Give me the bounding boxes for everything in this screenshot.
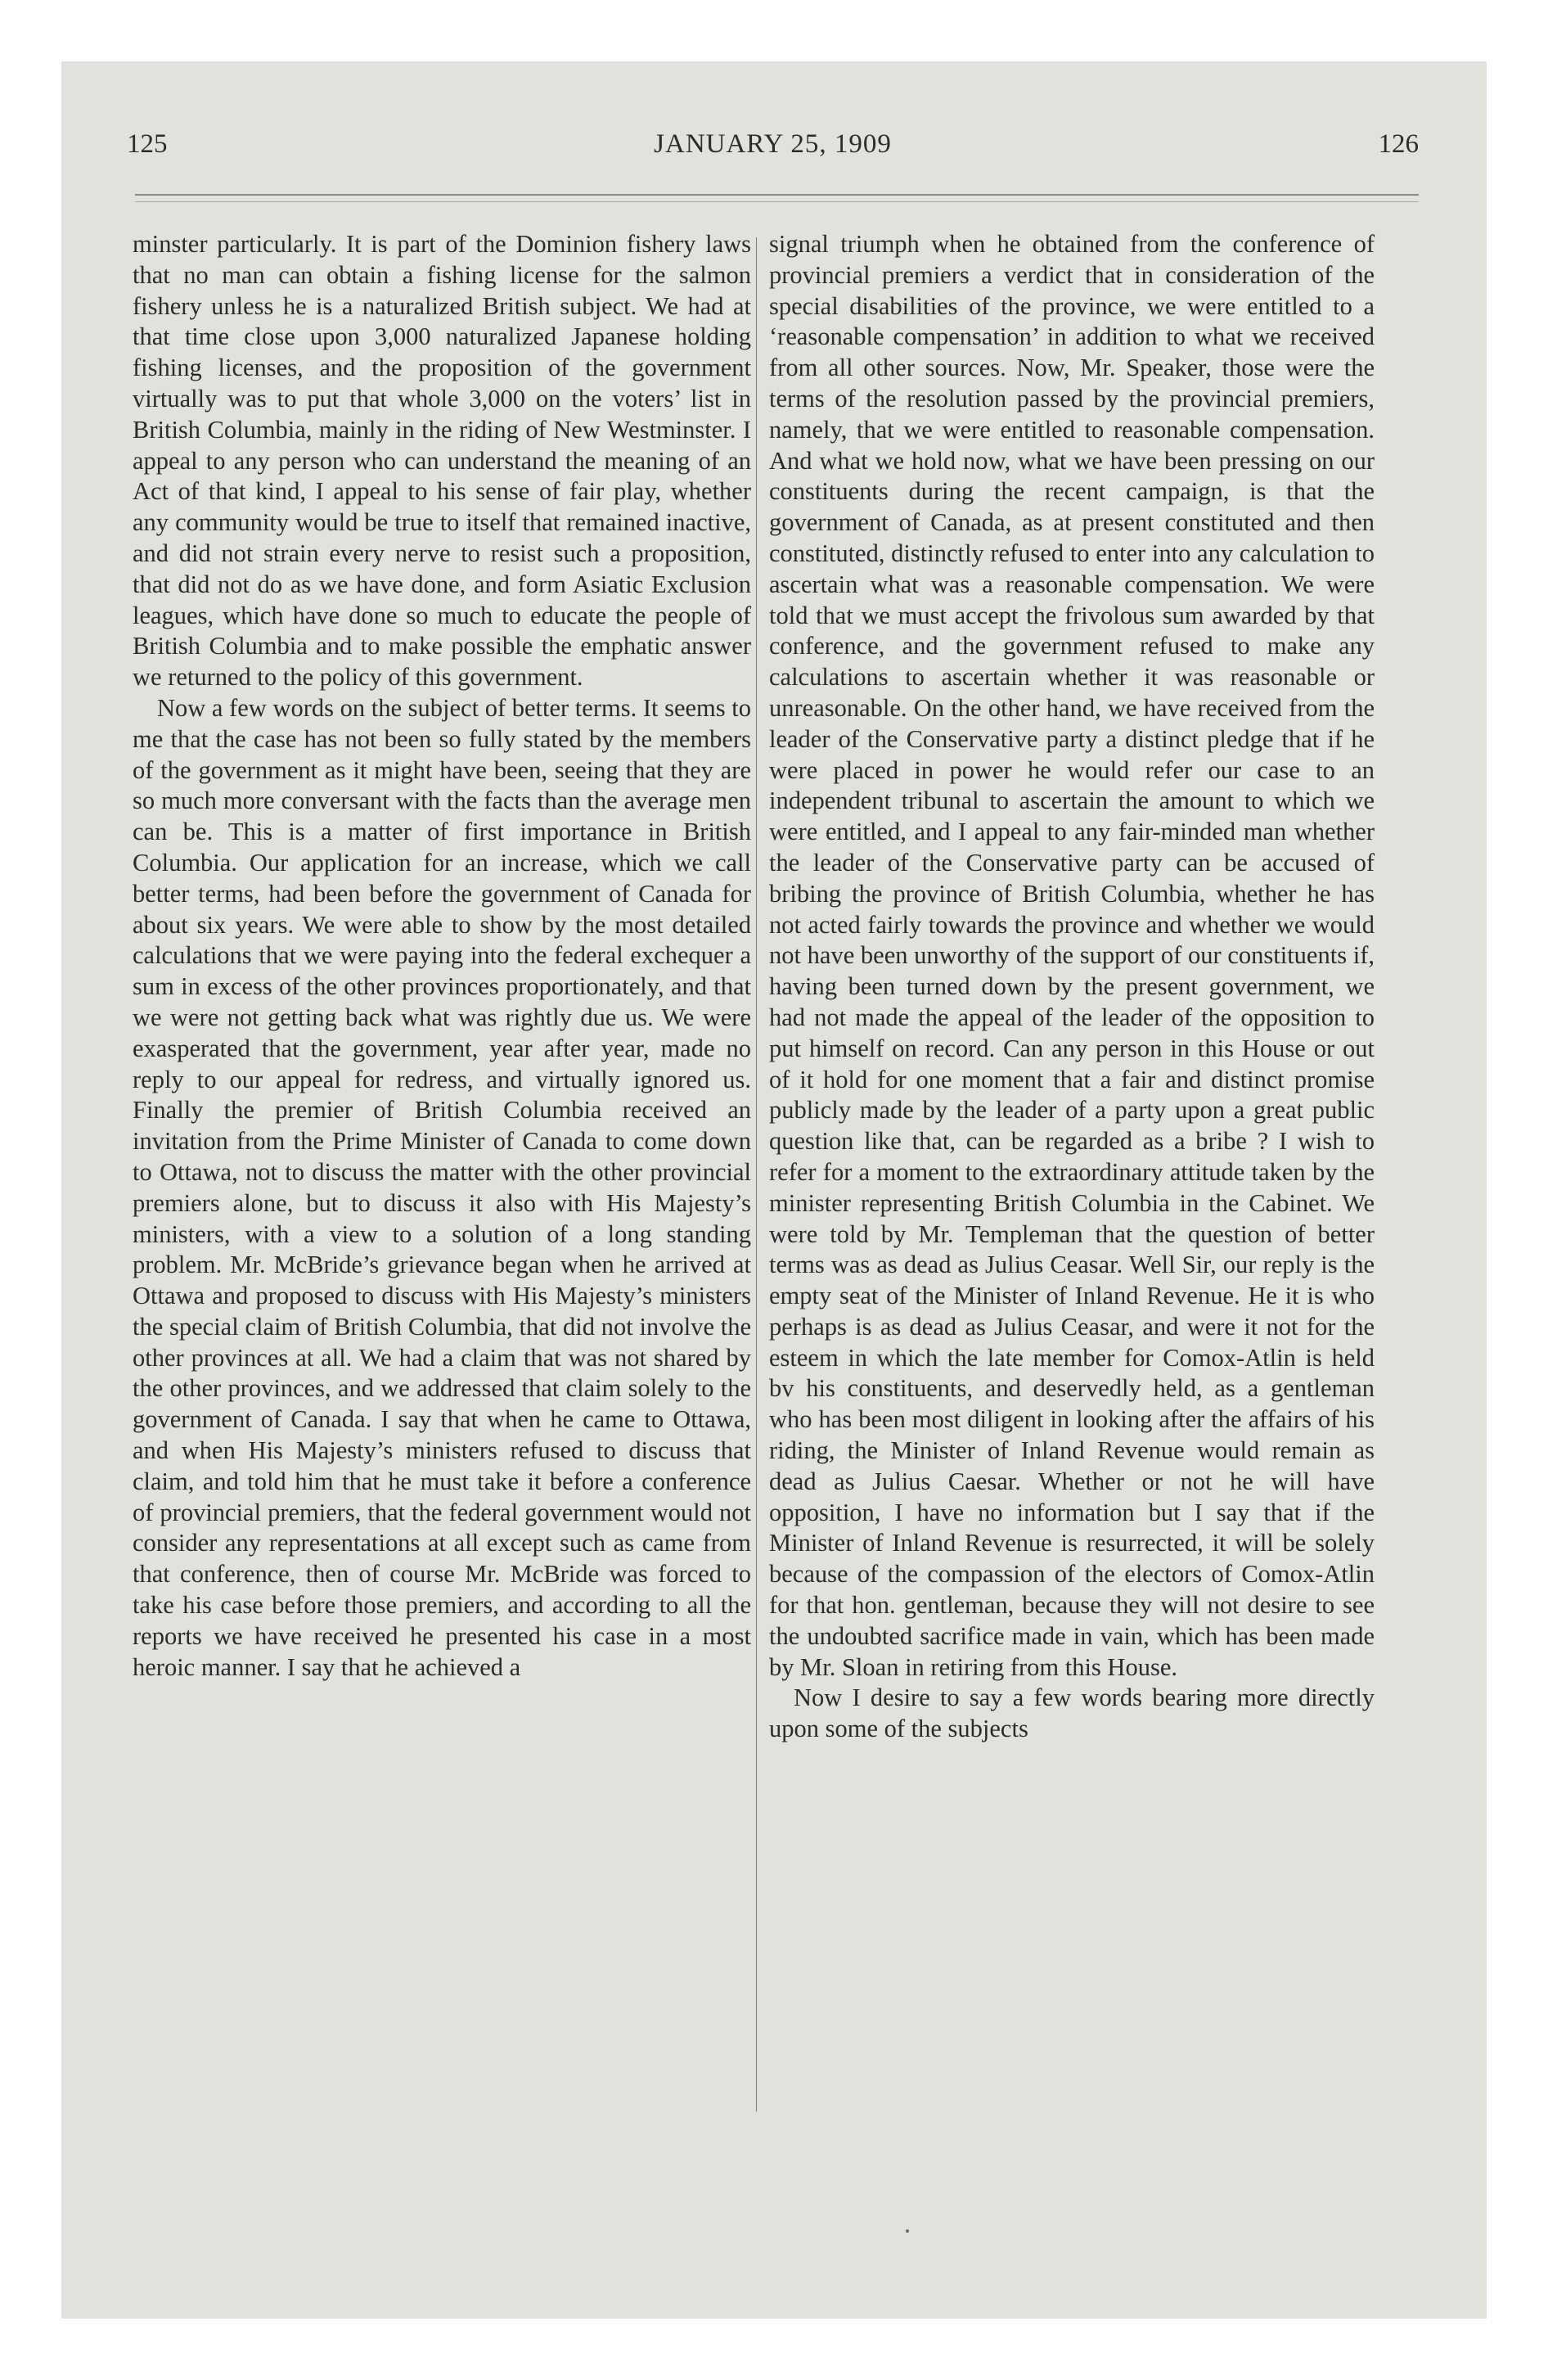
column-divider <box>756 237 757 2112</box>
page-header <box>127 129 1419 170</box>
right-paragraph-1: signal triumph when he obtained from the conference of provincial premiers a verdict that in consideration of the special disabilities of the province, we were entitled to a ‘reasonable compensation’ in addition to what we received from all other sources. Now, Mr. Speaker, those were the terms of the resolution passed by the provincial premiers, namely, that we were entitled to reasonable compensation. And what we hold now, what we have been pressing on our constituents during the recent campaign, is that the government of Canada, as at present constituted and then constituted, distinctly refused to enter into any calculation to ascertain what was a reasonable compensation. We were told that we must accept the frivolous sum awarded by that conference, and the government refused to make any calculations to ascertain whether it was reasonable or unreasonable. On the other hand, we have received from the leader of the Conservative party a distinct pledge that if he were placed in power he would refer our case to an independent tribunal to ascertain the amount to which we were entitled, and I appeal to any fair-minded man whether the leader of the Conservative party can be accused of bribing the province of British Columbia, whether he has not acted fairly towards the province and whether we would not have been unworthy of the support of our constituents if, having been turned down by the present government, we had not made the appeal of the leader of the opposition to put himself on record. Can any person in this House or out of it hold for one moment that a fair and distinct promise publicly made by the leader of a party upon a great public question like that, can be regarded as a bribe ? I wish to refer for a moment to the extraordinary attitude taken by the minister representing British Columbia in the Cabinet. We were told by Mr. Templeman that the question of better terms was as dead as Julius Ceasar. Well Sir, our reply is the empty seat of the Minister of Inland Revenue. He it is who perhaps is as dead as Julius Ceasar, and were it not for the esteem in which the late member for Comox-Atlin is held bv his constituents, and deservedly held, as a gentleman who has been most diligent in looking after the affairs of his riding, the Minister of Inland Revenue would remain as dead as Julius Caesar. Whether or not he will have opposition, I have no information but I say that if the Minister of Inland Revenue is resurrected, it will be solely because of the compassion of the electors of Comox-Atlin for that hon. gentleman, because they will not desire to see the undoubted sacrifice made in vain, which has been made by Mr. Sloan in retiring from this House. <box>769 230 1375 1681</box>
header-rule <box>135 194 1419 196</box>
right-column <box>769 229 1375 1745</box>
right-paragraph-2: Now I desire to say a few words bearing more directly upon some of the subjects <box>769 1684 1375 1743</box>
scan-speck <box>906 2229 909 2233</box>
left-paragraph-1: minster particularly. It is part of the Dominion fishery laws that no man can obtain a fishing license for the salmon fishery unless he is a naturalized British subject. We had at that time close upon 3,000 naturalized Japanese holding fishing licenses, and the proposition of the government virtually was to put that whole 3,000 on the voters’ list in British Columbia, mainly in the riding of New Westminster. I appeal to any person who can understand the meaning of an Act of that kind, I appeal to his sense of fair play, whether any community would be true to itself that remained inactive, and did not strain every nerve to resist such a proposition, that did not do as we have done, and form Asiatic Exclusion leagues, which have done so much to educate the people of British Columbia and to make possible the emphatic answer we returned to the policy of this government. <box>133 230 751 692</box>
page-number-left: 125 <box>127 129 168 159</box>
page-date: JANUARY 25, 1909 <box>654 129 892 159</box>
left-column <box>133 229 751 1683</box>
left-paragraph-2: Now a few words on the subject of better terms. It seems to me that the case has not been so fully stated by the members of the government as it might have been, seeing that they are so much more conversant with the facts than the average men can be. This is a matter of first importance in British Columbia. Our application for an increase, which we call better terms, had been before the government of Canada for about six years. We were able to show by the most detailed calculations that we were paying into the federal exchequer a sum in excess of the other provinces proportionately, and that we were not getting back what was rightly due us. We were exasperated that the government, year after year, made no reply to our appeal for redress, and virtually ignored us. Finally the premier of British Columbia received an invitation from the Prime Minister of Canada to come down to Ottawa, not to discuss the matter with the other provincial premiers alone, but to discuss it also with His Majesty’s ministers, with a view to a solution of a long standing problem. Mr. McBride’s grievance began when he arrived at Ottawa and proposed to discuss with His Majesty’s ministers the special claim of British Columbia, that did not involve the other provinces at all. We had a claim that was not shared by the other provinces, and we addressed that claim solely to the government of Canada. I say that when he came to Ottawa, and when His Majesty’s ministers refused to discuss that claim, and told him that he must take it before a conference of provincial premiers, that the federal government would not consider any representations at all except such as came from that conference, then of course Mr. McBride was forced to take his case before those premiers, and according to all the reports we have received he presented his case in a most heroic manner. I say that he achieved a <box>133 693 751 1681</box>
header-rule-thin <box>135 201 1419 202</box>
page-number-right: 126 <box>1378 129 1419 159</box>
